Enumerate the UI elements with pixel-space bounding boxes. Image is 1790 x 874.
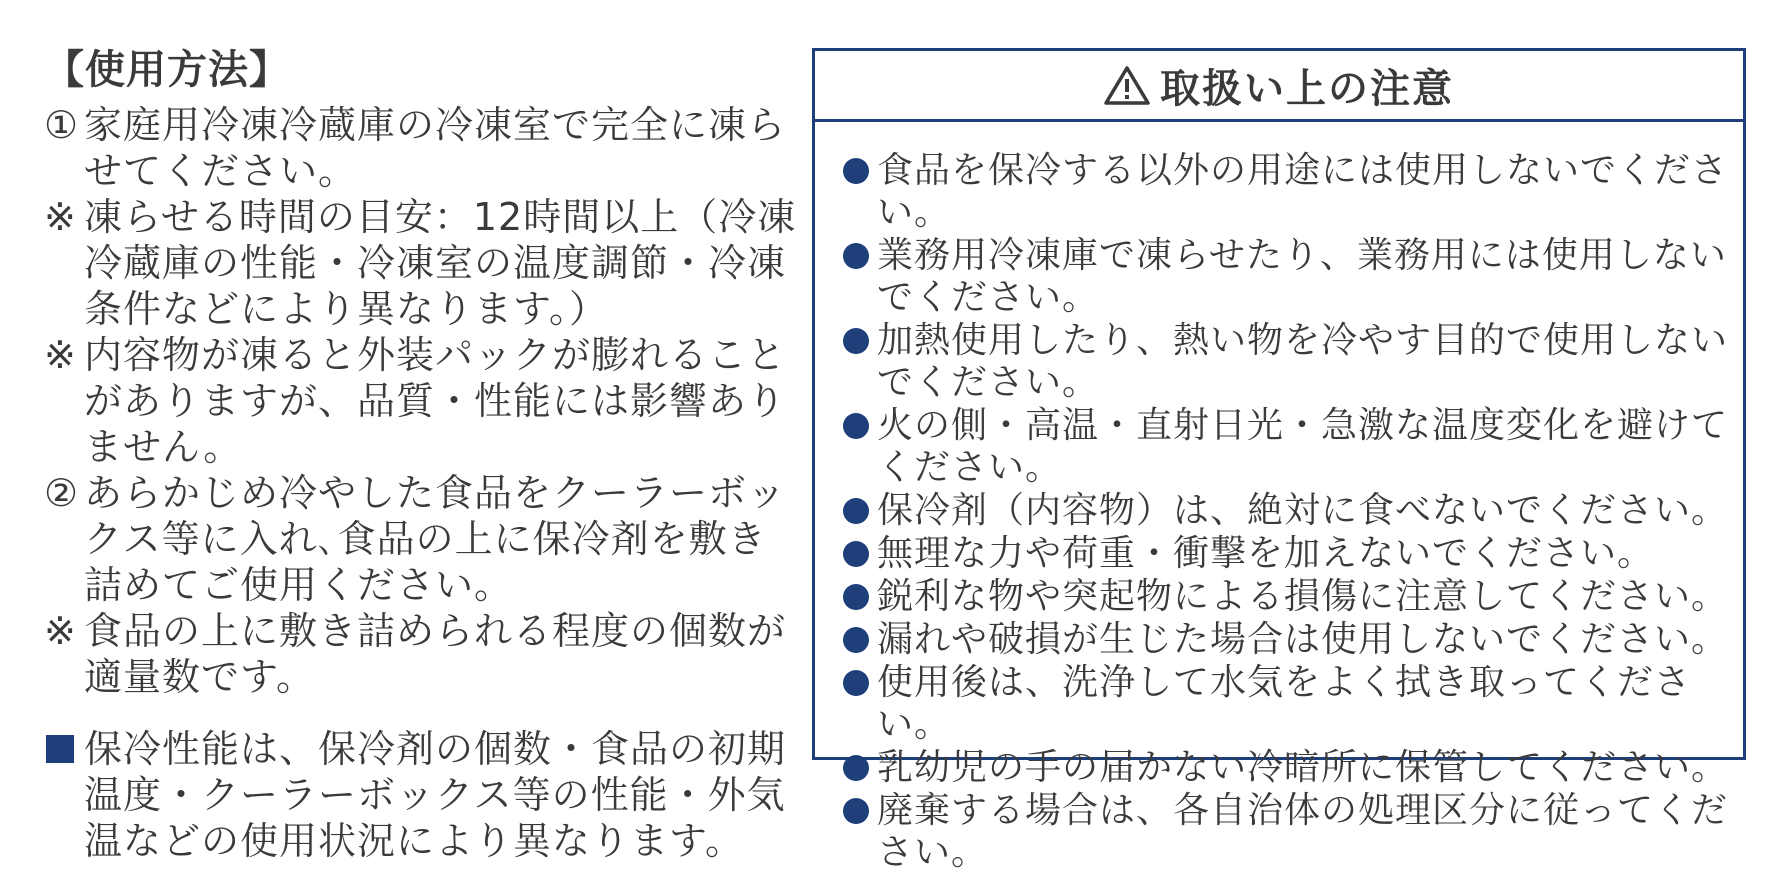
usage-item bbox=[44, 470, 804, 608]
bullet-icon bbox=[843, 541, 869, 567]
square-bullet-icon bbox=[44, 726, 84, 864]
performance-note bbox=[44, 726, 804, 864]
usage-item-mark: ① bbox=[44, 103, 80, 147]
bullet-icon bbox=[843, 798, 869, 824]
caution-item-text: 使用後は、洗浄して水気をよく拭き取ってください。 bbox=[877, 662, 1692, 745]
usage-item-text: 凍らせる時間の目安：12時間以上（冷凍冷蔵庫の性能・冷凍室の温度調節・冷凍条件などにより異なります。） bbox=[84, 195, 797, 331]
bullet-icon bbox=[843, 328, 869, 354]
usage-heading: 【使用方法】 bbox=[44, 47, 290, 93]
caution-item bbox=[843, 405, 1729, 489]
bullet-icon bbox=[843, 755, 869, 781]
caution-item-text: 加熱使用したり、熱い物を冷やす目的で使用しないでください。 bbox=[877, 320, 1729, 403]
caution-item-text: 廃棄する場合は、各自治体の処理区分に従ってください。 bbox=[877, 790, 1729, 873]
warning-triangle-icon bbox=[1104, 65, 1150, 105]
caution-box bbox=[812, 48, 1746, 873]
bullet-icon bbox=[843, 243, 869, 269]
bullet-icon bbox=[843, 498, 869, 524]
caution-title: 取扱い上の注意 bbox=[1160, 65, 1454, 112]
bullet-icon bbox=[843, 413, 869, 439]
caution-item bbox=[843, 747, 1729, 789]
caution-item bbox=[843, 490, 1729, 532]
usage-item-mark: ※ bbox=[44, 609, 77, 653]
caution-item bbox=[843, 320, 1729, 404]
usage-item-mark: ② bbox=[44, 471, 80, 515]
caution-item-text: 乳幼児の手の届かない冷暗所に保管してください。 bbox=[877, 747, 1729, 788]
caution-item-text: 食品を保冷する以外の用途には使用しないでください。 bbox=[877, 150, 1729, 233]
caution-item bbox=[843, 235, 1729, 319]
caution-header bbox=[815, 51, 1743, 122]
usage-item bbox=[44, 102, 804, 194]
caution-item-text: 業務用冷凍庫で凍らせたり、業務用には使用しないでください。 bbox=[877, 235, 1727, 318]
bullet-icon bbox=[843, 584, 869, 610]
usage-item-text: 内容物が凍ると外装パックが膨れることがありますが、品質・性能には影響ありません。 bbox=[84, 333, 787, 469]
usage-item-mark: ※ bbox=[44, 333, 77, 377]
caution-item bbox=[843, 619, 1729, 661]
usage-item bbox=[44, 194, 804, 332]
usage-item-mark: ※ bbox=[44, 195, 77, 239]
bullet-icon bbox=[843, 158, 869, 184]
bullet-icon bbox=[843, 627, 869, 653]
caution-item bbox=[843, 790, 1729, 874]
caution-item-text: 鋭利な物や突起物による損傷に注意してください。 bbox=[877, 576, 1729, 617]
caution-list bbox=[815, 122, 1743, 874]
bullet-icon bbox=[843, 670, 869, 696]
usage-item-text: 食品の上に敷き詰められる程度の個数が適量数です。 bbox=[84, 609, 787, 699]
spacer bbox=[44, 700, 804, 726]
usage-item-text: あらかじめ冷やした食品をクーラーボックス等に入れ､食品の上に保冷剤を敷き詰めてご使用ください。 bbox=[84, 471, 787, 607]
caution-item bbox=[843, 576, 1729, 618]
caution-item bbox=[843, 150, 1729, 234]
caution-item-text: 無理な力や荷重・衝撃を加えないでください。 bbox=[877, 533, 1655, 574]
caution-item-text: 火の側・高温・直射日光・急激な温度変化を避けてください。 bbox=[877, 405, 1729, 488]
caution-item bbox=[843, 533, 1729, 575]
usage-item bbox=[44, 332, 804, 470]
caution-item bbox=[843, 662, 1729, 746]
usage-item-text: 家庭用冷凍冷蔵庫の冷凍室で完全に凍らせてください。 bbox=[84, 103, 787, 193]
performance-note-text: 保冷性能は、保冷剤の個数・食品の初期温度・クーラーボックス等の性能・外気温などの使用状況により異なります。 bbox=[84, 727, 787, 863]
caution-item-text: 保冷剤（内容物）は、絶対に食べないでください。 bbox=[877, 490, 1729, 531]
usage-item bbox=[44, 608, 804, 700]
caution-item-text: 漏れや破損が生じた場合は使用しないでください。 bbox=[877, 619, 1729, 660]
usage-section bbox=[44, 44, 804, 864]
